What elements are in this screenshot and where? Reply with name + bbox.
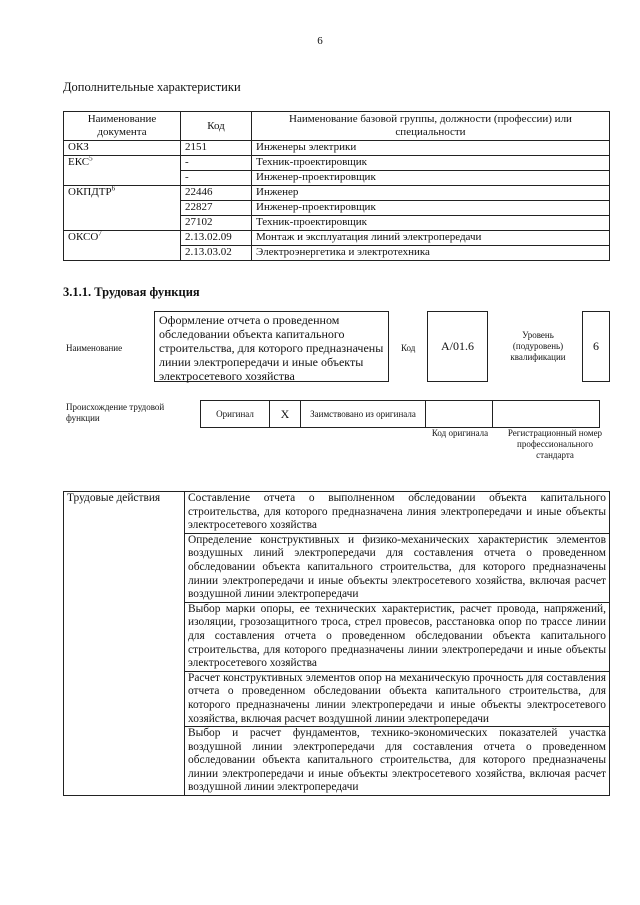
name-cell: Инженер-проектировщик xyxy=(252,171,610,186)
function-code-label: Код xyxy=(401,343,416,353)
original-mark: X xyxy=(270,401,301,428)
labor-action-item: Составление отчета о выполненном обследовании объекта капитального строительства, для которого предназначена линия электропередачи и иные объекты электросетевого хозяйства xyxy=(185,492,610,534)
table-row xyxy=(64,186,610,201)
name-cell: Электроэнергетика и электротехника xyxy=(252,246,610,261)
original-label: Оригинал xyxy=(201,401,270,428)
code-cell: 2.13.02.09 xyxy=(181,231,252,246)
code-cell: 2.13.03.02 xyxy=(181,246,252,261)
footnote-ref: 6 xyxy=(111,184,116,193)
borrowed-label: Заимствовано из оригинала xyxy=(301,401,426,428)
name-cell: Техник-проектировщик xyxy=(252,156,610,171)
doc-cell xyxy=(64,156,181,186)
function-name-label: Наименование xyxy=(66,343,123,353)
header-group-name: Наименование базовой группы, должности (профессии) или специальности xyxy=(252,112,610,141)
doc-name: ОКЗ xyxy=(68,141,89,153)
footnote-ref: 7 xyxy=(98,229,102,238)
code-cell: 27102 xyxy=(181,216,252,231)
code-cell: - xyxy=(181,171,252,186)
code-cell: 2151 xyxy=(181,141,252,156)
section-title: Дополнительные характеристики xyxy=(63,80,241,94)
name-cell: Инженер xyxy=(252,186,610,201)
code-cell: 22827 xyxy=(181,201,252,216)
name-cell: Инженеры электрики xyxy=(252,141,610,156)
name-cell: Монтаж и эксплуатация линий электропередачи xyxy=(252,231,610,246)
doc-name: ОКСО xyxy=(68,231,99,243)
table-row xyxy=(64,492,610,534)
doc-cell xyxy=(64,186,181,231)
origin-row xyxy=(201,401,600,428)
labor-action-item: Выбор и расчет фундаментов, технико-экономических показателей участка воздушной линии электропередачи для составления отчета о проведенном обследовании объекта капитального строительства, для которого предназначены линии электропередачи и иные объекты электросетевого хозяйства, включая расчет воздушной линии электропередачи xyxy=(185,727,610,796)
labor-action-item: Выбор марки опоры, ее технических характеристик, расчет провода, напряжений, изоляции, грозозащитного троса, стрел провесов, расстановка опор по трассе линии для составления отчета о проведенном обследовании объекта капитального строительства, для которого предназначены линии электропередачи и иные объекты электросетевого хозяйства xyxy=(185,602,610,671)
function-code-value: A/01.6 xyxy=(427,311,488,382)
header-code: Код xyxy=(181,112,252,141)
qualification-level-label: Уровень (подуровень) квалификации xyxy=(510,330,566,362)
page-number: 6 xyxy=(317,35,323,47)
reg-number-label: Регистрационный номер профессионального стандарта xyxy=(507,428,603,460)
labor-action-item: Расчет конструктивных элементов опор на механическую прочность для составления отчета о проведенном обследовании объекта капитального строительства, для которого предназначены линии электропередачи и иные объекты электросетевого хозяйства, включая расчет воздушной линии электропередачи xyxy=(185,671,610,726)
doc-name: ЕКС xyxy=(68,156,90,168)
footnote-ref: 5 xyxy=(89,154,93,163)
table-row xyxy=(64,231,610,246)
doc-cell xyxy=(64,231,181,261)
original-code-cell xyxy=(426,401,493,428)
origin-table xyxy=(200,400,600,428)
code-cell: - xyxy=(181,156,252,171)
table-row xyxy=(64,156,610,171)
doc-cell xyxy=(64,141,181,156)
name-cell: Инженер-проектировщик xyxy=(252,201,610,216)
origin-label: Происхождение трудовой функции xyxy=(66,402,165,423)
characteristics-header-row xyxy=(64,112,610,141)
labor-actions-table xyxy=(63,491,610,796)
original-code-label: Код оригинала xyxy=(431,428,489,438)
reg-number-cell xyxy=(493,401,600,428)
header-doc-name: Наименование документа xyxy=(64,112,181,141)
labor-actions-label: Трудовые действия xyxy=(64,492,185,796)
doc-name: ОКПДТР xyxy=(68,186,112,198)
qualification-level-value: 6 xyxy=(582,311,610,382)
table-row xyxy=(64,141,610,156)
name-cell: Техник-проектировщик xyxy=(252,216,610,231)
function-name-value: Оформление отчета о проведенном обследовании объекта капитального строительства, для которого предназначены линии электропередачи и иные объекты электросетевого хозяйства xyxy=(154,311,389,382)
characteristics-table xyxy=(63,111,610,261)
code-cell: 22446 xyxy=(181,186,252,201)
subsection-title: 3.1.1. Трудовая функция xyxy=(63,285,200,299)
labor-action-item: Определение конструктивных и физико-механических характеристик элементов воздушных линий электропередачи для составления отчета о проведенном обследовании объекта капитального строительства, для которого предназначены линии электропередачи и иные объекты электросетевого хозяйства, включая расчет воздушной линии электропередачи xyxy=(185,533,610,602)
